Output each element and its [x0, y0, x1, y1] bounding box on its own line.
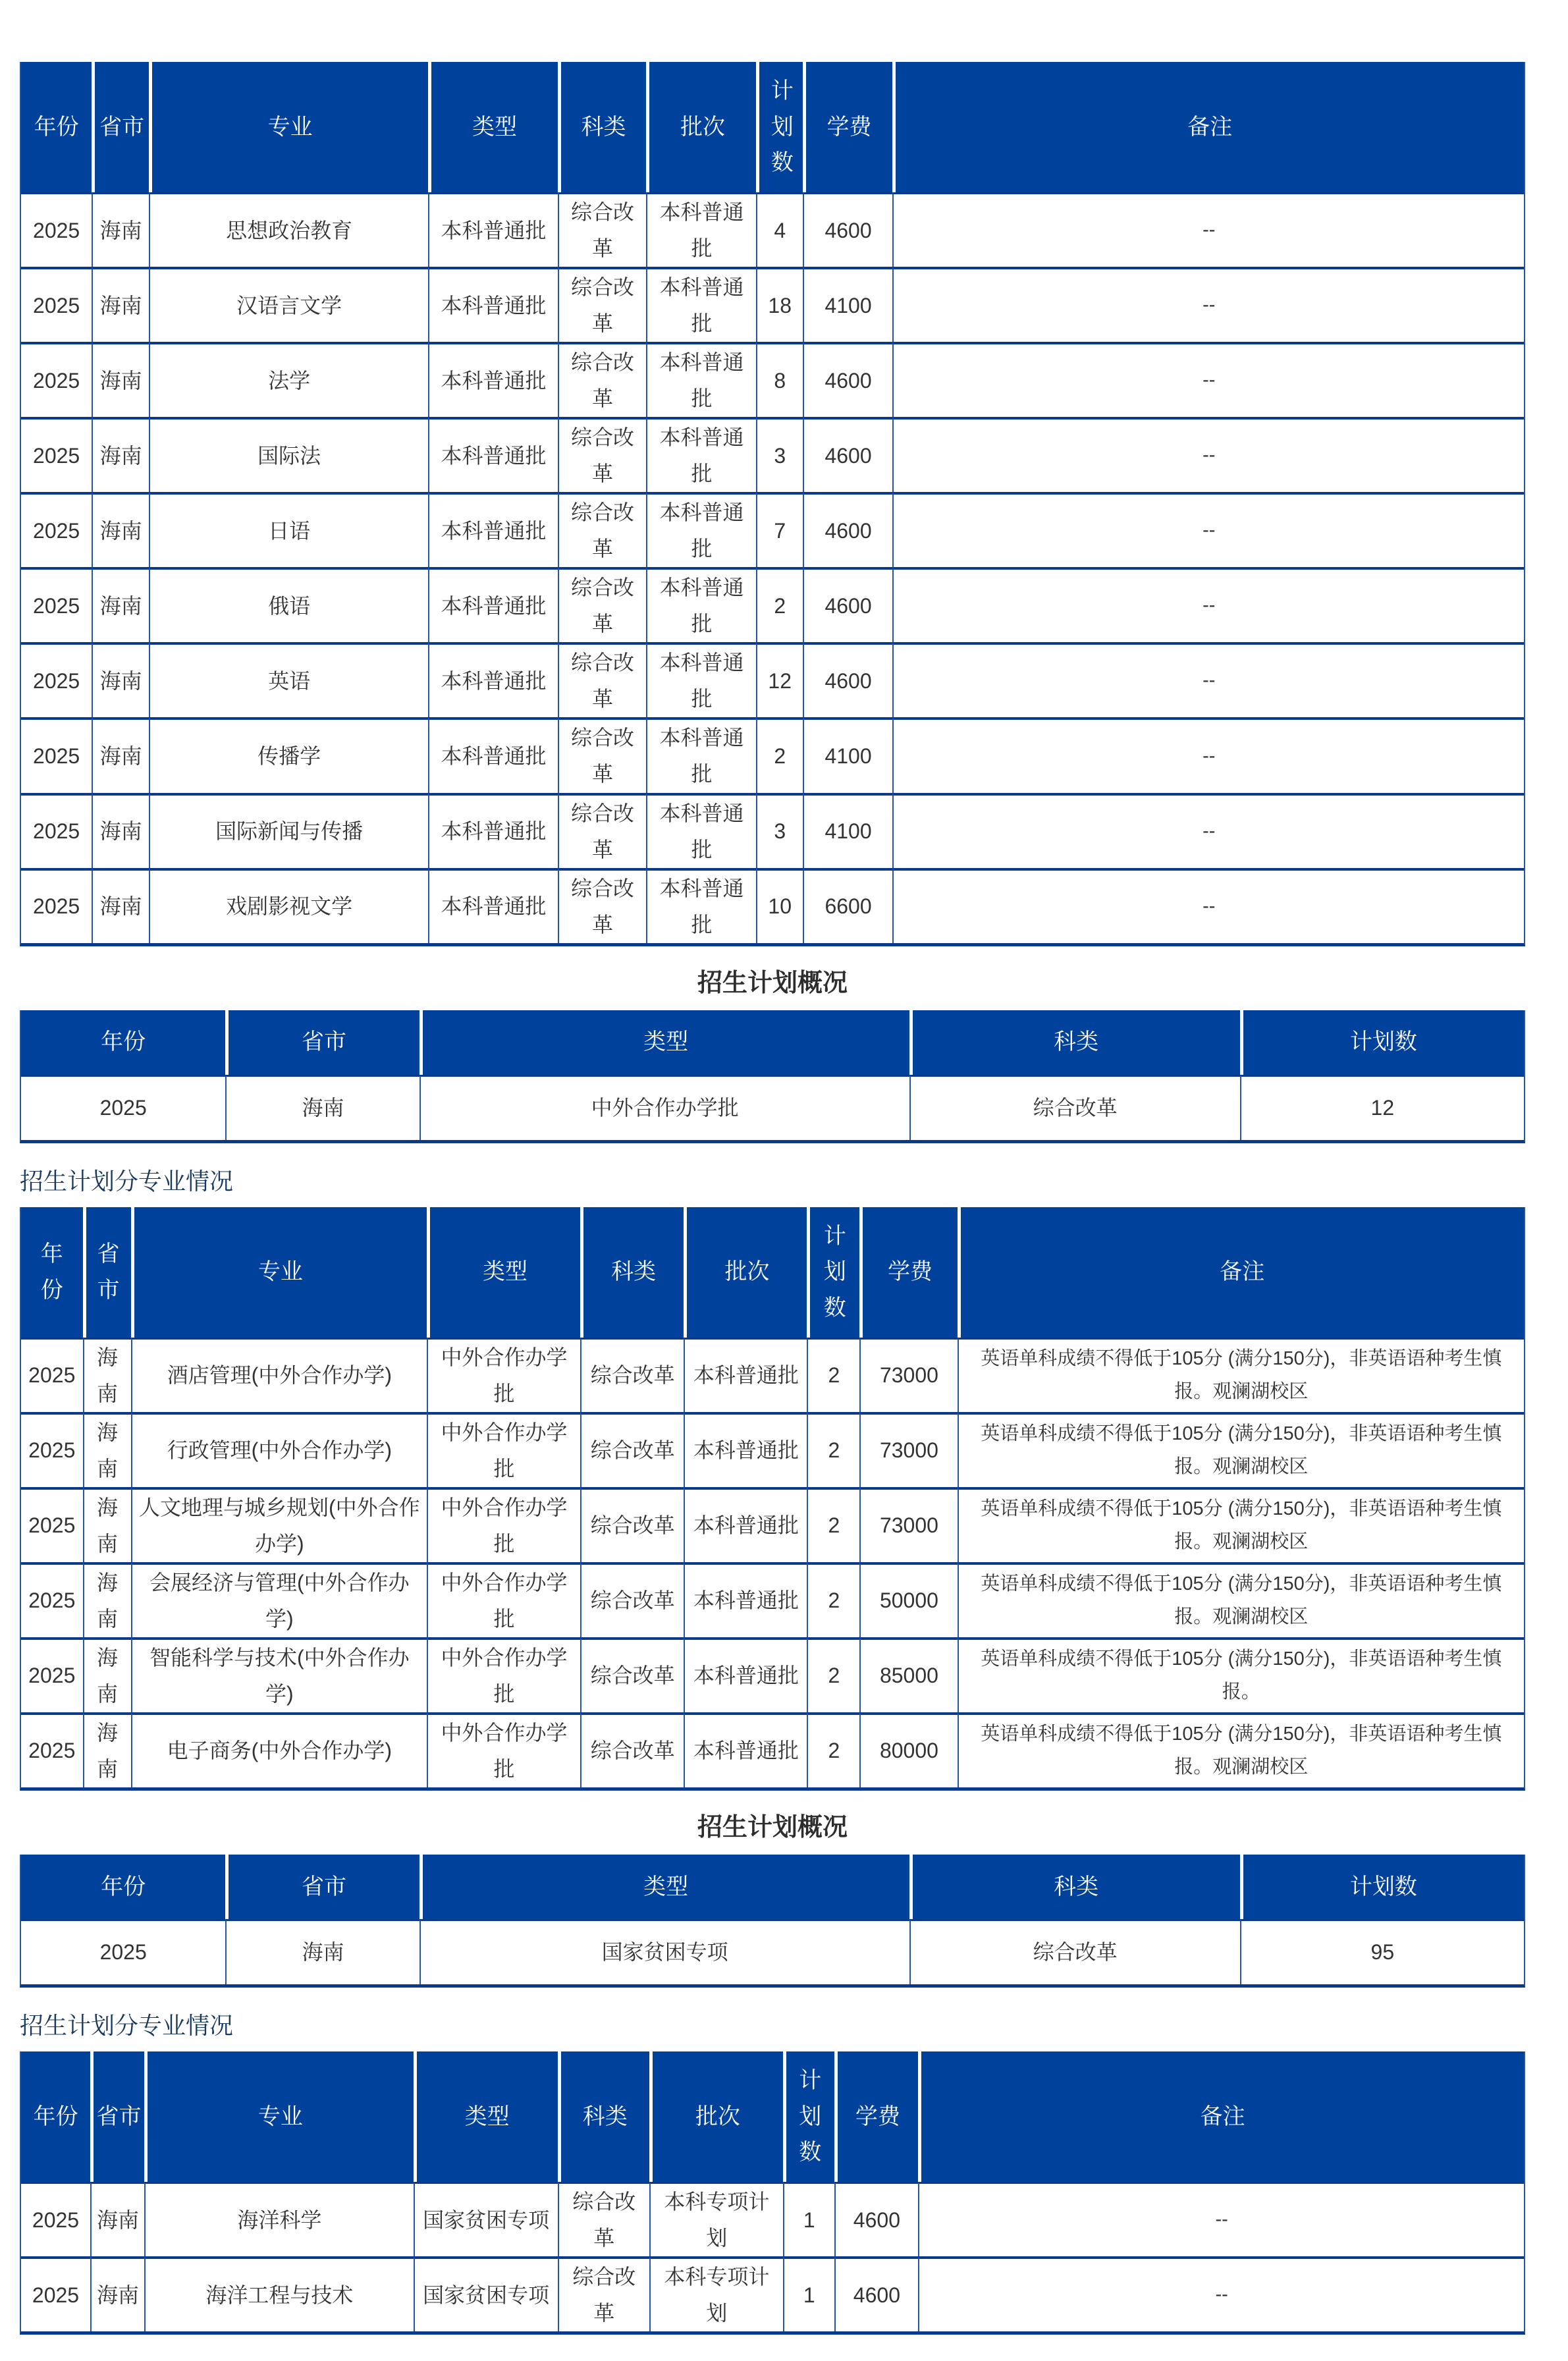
table-cell: 4: [756, 192, 803, 267]
table-cell: 73000: [859, 1338, 957, 1412]
header-cell: 省市: [225, 1855, 419, 1919]
table-cell: 10: [756, 868, 803, 943]
header-cell: 批次: [646, 62, 756, 192]
table-cell: 酒店管理(中外合作办学): [131, 1338, 427, 1412]
table-cell: 2025: [21, 868, 92, 943]
header-cell: 科类: [909, 1855, 1240, 1919]
table-row: [21, 868, 1524, 943]
table-cell: 12: [756, 642, 803, 717]
table-cell: 6600: [803, 868, 893, 943]
table-cell: 2: [807, 1712, 859, 1787]
table-cell: 2025: [21, 1919, 225, 1984]
table-cell: 英语单科成绩不得低于105分 (满分150分)，非英语语种考生慎报。观澜湖校区: [958, 1712, 1524, 1787]
table-cell: 73000: [859, 1412, 957, 1487]
table-row: [21, 717, 1524, 792]
header-cell: 科类: [558, 2051, 649, 2182]
table-cell: 中外合作办学批: [419, 1075, 909, 1140]
header-row: [21, 1207, 1524, 1338]
table-cell: 73000: [859, 1487, 957, 1562]
header-cell: 专业: [149, 62, 428, 192]
table-cell: 4600: [803, 492, 893, 567]
table-cell: 本科普通批: [684, 1712, 807, 1787]
table-cell: 海南: [225, 1919, 419, 1984]
table-row: [21, 1919, 1524, 1984]
overview-table-1: [21, 1010, 1524, 1140]
table-row: [21, 2182, 1524, 2256]
table-cell: 4100: [803, 793, 893, 868]
table-cell: 海南: [92, 342, 149, 417]
header-cell: 类型: [419, 1855, 909, 1919]
table-cell: --: [892, 492, 1524, 567]
bymajor-label-1: 招生计划分专业情况: [20, 1167, 234, 1195]
table-row: [21, 1412, 1524, 1487]
table-cell: 2025: [21, 642, 92, 717]
table-cell: 英语单科成绩不得低于105分 (满分150分)，非英语语种考生慎报。: [958, 1637, 1524, 1712]
table-cell: 中外合作办学批: [427, 1487, 580, 1562]
table-cell: 2: [807, 1637, 859, 1712]
table-cell: 2025: [21, 1487, 83, 1562]
table-cell: 英语单科成绩不得低于105分 (满分150分)，非英语语种考生慎报。观澜湖校区: [958, 1487, 1524, 1562]
table-cell: 本科普通批: [646, 417, 756, 492]
table-cell: 海南: [83, 1412, 131, 1487]
table-row: [21, 267, 1524, 342]
table-cell: 海南: [92, 868, 149, 943]
header-cell: 备注: [958, 1207, 1524, 1338]
table-cell: --: [892, 267, 1524, 342]
table-cell: 本科普通批: [428, 492, 557, 567]
table-cell: 综合改革: [558, 642, 647, 717]
table-cell: --: [918, 2182, 1524, 2256]
table-cell: 海南: [92, 417, 149, 492]
table-cell: 本科普通批: [428, 642, 557, 717]
table-cell: 本科普通批: [684, 1412, 807, 1487]
table-cell: 4100: [803, 717, 893, 792]
table-cell: 海南: [92, 642, 149, 717]
table-cell: 海南: [83, 1712, 131, 1787]
table-cell: 中外合作办学批: [427, 1637, 580, 1712]
table-cell: 2025: [21, 2182, 90, 2256]
table-cell: 海南: [92, 567, 149, 642]
table-cell: 传播学: [149, 717, 428, 792]
table-cell: 日语: [149, 492, 428, 567]
table-cell: 综合改革: [558, 492, 647, 567]
table-cell: 俄语: [149, 567, 428, 642]
table-cell: 电子商务(中外合作办学): [131, 1712, 427, 1787]
table-cell: 2: [807, 1487, 859, 1562]
table-cell: 85000: [859, 1637, 957, 1712]
table-cell: 2025: [21, 1412, 83, 1487]
table-cell: 1: [783, 2256, 834, 2331]
table-cell: 本科专项计划: [649, 2182, 783, 2256]
table-cell: 国际法: [149, 417, 428, 492]
table-cell: 国家贫困专项: [414, 2182, 558, 2256]
table-row: [21, 492, 1524, 567]
table-cell: 2025: [21, 2256, 90, 2331]
detail-table-1: [21, 62, 1524, 943]
table-cell: --: [892, 793, 1524, 868]
table-cell: 综合改革: [558, 2182, 649, 2256]
table-cell: 2025: [21, 417, 92, 492]
table-cell: 中外合作办学批: [427, 1712, 580, 1787]
table-cell: 本科普通批: [428, 717, 557, 792]
table-cell: 2: [807, 1412, 859, 1487]
header-cell: 类型: [428, 62, 557, 192]
header-cell: 备注: [892, 62, 1524, 192]
table-cell: 4600: [803, 642, 893, 717]
overview-title-2: 招生计划概况: [697, 1814, 848, 1841]
table-cell: 18: [756, 267, 803, 342]
header-cell: 计划数: [756, 62, 803, 192]
header-cell: 计划数: [807, 1207, 859, 1338]
table-cell: 国家贫困专项: [414, 2256, 558, 2331]
table-cell: 1: [783, 2182, 834, 2256]
header-cell: 专业: [144, 2051, 413, 2182]
table-row: [21, 342, 1524, 417]
bymajor-label-2: 招生计划分专业情况: [20, 2012, 234, 2039]
table-cell: 国际新闻与传播: [149, 793, 428, 868]
table-cell: 法学: [149, 342, 428, 417]
table-cell: 80000: [859, 1712, 957, 1787]
table-cell: 本科普通批: [684, 1487, 807, 1562]
table-cell: 海南: [90, 2256, 144, 2331]
table-cell: 综合改革: [558, 567, 647, 642]
header-cell: 学费: [834, 2051, 919, 2182]
detail-table-3-wrap: [20, 2051, 1525, 2335]
table-cell: 海南: [92, 793, 149, 868]
table-cell: 本科普通批: [646, 717, 756, 792]
table-cell: 海南: [83, 1562, 131, 1637]
header-row: [21, 1855, 1524, 1919]
table-cell: 英语: [149, 642, 428, 717]
header-cell: 科类: [909, 1010, 1240, 1075]
header-row: [21, 62, 1524, 192]
table-row: [21, 793, 1524, 868]
table-cell: 汉语言文学: [149, 267, 428, 342]
table-cell: 人文地理与城乡规划(中外合作办学): [131, 1487, 427, 1562]
table-cell: 2025: [21, 1637, 83, 1712]
header-cell: 省市: [90, 2051, 144, 2182]
header-cell: 计划数: [1240, 1010, 1524, 1075]
table-cell: 本科普通批: [646, 492, 756, 567]
header-cell: 年份: [21, 2051, 90, 2182]
header-cell: 类型: [427, 1207, 580, 1338]
header-cell: 批次: [684, 1207, 807, 1338]
table-cell: 海洋科学: [144, 2182, 413, 2256]
header-row: [21, 2051, 1524, 2182]
header-cell: 专业: [131, 1207, 427, 1338]
table-cell: --: [892, 717, 1524, 792]
table-cell: 本科普通批: [684, 1338, 807, 1412]
table-cell: 会展经济与管理(中外合作办学): [131, 1562, 427, 1637]
table-cell: 2: [807, 1562, 859, 1637]
table-cell: 综合改革: [580, 1562, 684, 1637]
header-cell: 省市: [225, 1010, 419, 1075]
table-row: [21, 1338, 1524, 1412]
table-cell: 12: [1240, 1075, 1524, 1140]
table-cell: 95: [1240, 1919, 1524, 1984]
table-cell: 本科普通批: [646, 567, 756, 642]
table-cell: 海南: [83, 1338, 131, 1412]
overview-table-1-wrap: [20, 1010, 1525, 1143]
table-cell: 4600: [803, 342, 893, 417]
table-cell: 4600: [834, 2182, 919, 2256]
overview-title-1: 招生计划概况: [697, 969, 848, 997]
table-cell: 本科普通批: [428, 267, 557, 342]
table-cell: 2: [756, 717, 803, 792]
table-cell: 4600: [803, 417, 893, 492]
table-cell: 本科普通批: [646, 793, 756, 868]
table-cell: 2: [756, 567, 803, 642]
detail-table-3: [21, 2051, 1524, 2331]
header-cell: 省市: [83, 1207, 131, 1338]
table-row: [21, 1637, 1524, 1712]
table-cell: 本科普通批: [428, 192, 557, 267]
table-cell: 中外合作办学批: [427, 1338, 580, 1412]
table-cell: 综合改革: [558, 793, 647, 868]
table-cell: 综合改革: [580, 1338, 684, 1412]
header-cell: 计划数: [783, 2051, 834, 2182]
header-row: [21, 1010, 1524, 1075]
table-cell: 综合改革: [558, 717, 647, 792]
table-cell: 本科普通批: [646, 267, 756, 342]
table-cell: 中外合作办学批: [427, 1412, 580, 1487]
table-row: [21, 1487, 1524, 1562]
table-cell: 2025: [21, 1338, 83, 1412]
table-cell: 国家贫困专项: [419, 1919, 909, 1984]
table-cell: 智能科学与技术(中外合作办学): [131, 1637, 427, 1712]
table-cell: 3: [756, 793, 803, 868]
table-cell: 4600: [834, 2256, 919, 2331]
table-cell: 行政管理(中外合作办学): [131, 1412, 427, 1487]
header-cell: 类型: [419, 1010, 909, 1075]
detail-table-2-wrap: [20, 1207, 1525, 1791]
table-cell: 海南: [225, 1075, 419, 1140]
table-cell: 本科普通批: [684, 1562, 807, 1637]
table-cell: 中外合作办学批: [427, 1562, 580, 1637]
table-cell: 2025: [21, 267, 92, 342]
table-cell: 2025: [21, 192, 92, 267]
table-cell: --: [892, 192, 1524, 267]
table-cell: 海洋工程与技术: [144, 2256, 413, 2331]
table-cell: 2025: [21, 717, 92, 792]
table-cell: 本科普通批: [646, 342, 756, 417]
table-cell: 综合改革: [580, 1487, 684, 1562]
table-cell: 思想政治教育: [149, 192, 428, 267]
table-cell: 英语单科成绩不得低于105分 (满分150分)，非英语语种考生慎报。观澜湖校区: [958, 1562, 1524, 1637]
table-row: [21, 1075, 1524, 1140]
table-cell: 综合改革: [580, 1712, 684, 1787]
table-cell: --: [892, 642, 1524, 717]
table-cell: 海南: [90, 2182, 144, 2256]
table-cell: 综合改革: [558, 192, 647, 267]
table-cell: 本科普通批: [646, 868, 756, 943]
header-cell: 省市: [92, 62, 149, 192]
table-cell: 戏剧影视文学: [149, 868, 428, 943]
table-cell: 4100: [803, 267, 893, 342]
header-cell: 批次: [649, 2051, 783, 2182]
table-row: [21, 642, 1524, 717]
table-cell: --: [892, 417, 1524, 492]
table-cell: 8: [756, 342, 803, 417]
table-cell: 英语单科成绩不得低于105分 (满分150分)，非英语语种考生慎报。观澜湖校区: [958, 1338, 1524, 1412]
table-cell: 海南: [92, 492, 149, 567]
table-cell: 本科普通批: [428, 868, 557, 943]
header-cell: 类型: [414, 2051, 558, 2182]
table-cell: --: [892, 868, 1524, 943]
header-cell: 年份: [21, 1010, 225, 1075]
header-cell: 备注: [918, 2051, 1524, 2182]
table-row: [21, 2256, 1524, 2331]
table-cell: 2025: [21, 793, 92, 868]
table-cell: 本科普通批: [428, 793, 557, 868]
table-cell: --: [892, 342, 1524, 417]
header-cell: 学费: [803, 62, 893, 192]
table-cell: 综合改革: [558, 267, 647, 342]
table-cell: 4600: [803, 567, 893, 642]
table-cell: 3: [756, 417, 803, 492]
table-cell: 本科普通批: [428, 342, 557, 417]
table-cell: 50000: [859, 1562, 957, 1637]
table-cell: --: [892, 567, 1524, 642]
overview-table-2: [21, 1855, 1524, 1984]
header-cell: 学费: [859, 1207, 957, 1338]
header-cell: 年份: [21, 1855, 225, 1919]
table-cell: 2025: [21, 1562, 83, 1637]
table-cell: 海南: [92, 717, 149, 792]
table-row: [21, 567, 1524, 642]
table-cell: 本科专项计划: [649, 2256, 783, 2331]
table-cell: 海南: [83, 1487, 131, 1562]
table-cell: 综合改革: [580, 1412, 684, 1487]
table-cell: 本科普通批: [428, 567, 557, 642]
table-cell: 综合改革: [558, 342, 647, 417]
header-cell: 年份: [21, 62, 92, 192]
table-cell: 本科普通批: [428, 417, 557, 492]
header-cell: 科类: [558, 62, 647, 192]
header-cell: 科类: [580, 1207, 684, 1338]
table-cell: 2: [807, 1338, 859, 1412]
table-cell: 本科普通批: [646, 192, 756, 267]
table-cell: 2025: [21, 342, 92, 417]
table-cell: 综合改革: [558, 2256, 649, 2331]
table-row: [21, 417, 1524, 492]
overview-table-2-wrap: [20, 1855, 1525, 1988]
header-cell: 计划数: [1240, 1855, 1524, 1919]
detail-table-1-wrap: [20, 62, 1525, 946]
table-cell: 本科普通批: [646, 642, 756, 717]
table-cell: 综合改革: [580, 1637, 684, 1712]
table-cell: 综合改革: [558, 868, 647, 943]
table-cell: 4600: [803, 192, 893, 267]
table-cell: --: [918, 2256, 1524, 2331]
table-cell: 2025: [21, 1075, 225, 1140]
table-cell: 2025: [21, 1712, 83, 1787]
table-row: [21, 192, 1524, 267]
table-cell: 2025: [21, 567, 92, 642]
table-cell: 海南: [92, 267, 149, 342]
table-row: [21, 1562, 1524, 1637]
table-row: [21, 1712, 1524, 1787]
table-cell: 综合改革: [558, 417, 647, 492]
table-cell: 7: [756, 492, 803, 567]
detail-table-2: [21, 1207, 1524, 1787]
table-cell: 综合改革: [909, 1919, 1240, 1984]
table-cell: 2025: [21, 492, 92, 567]
table-cell: 英语单科成绩不得低于105分 (满分150分)，非英语语种考生慎报。观澜湖校区: [958, 1412, 1524, 1487]
table-cell: 综合改革: [909, 1075, 1240, 1140]
header-cell: 年份: [21, 1207, 83, 1338]
table-cell: 海南: [92, 192, 149, 267]
table-cell: 本科普通批: [684, 1637, 807, 1712]
table-cell: 海南: [83, 1637, 131, 1712]
